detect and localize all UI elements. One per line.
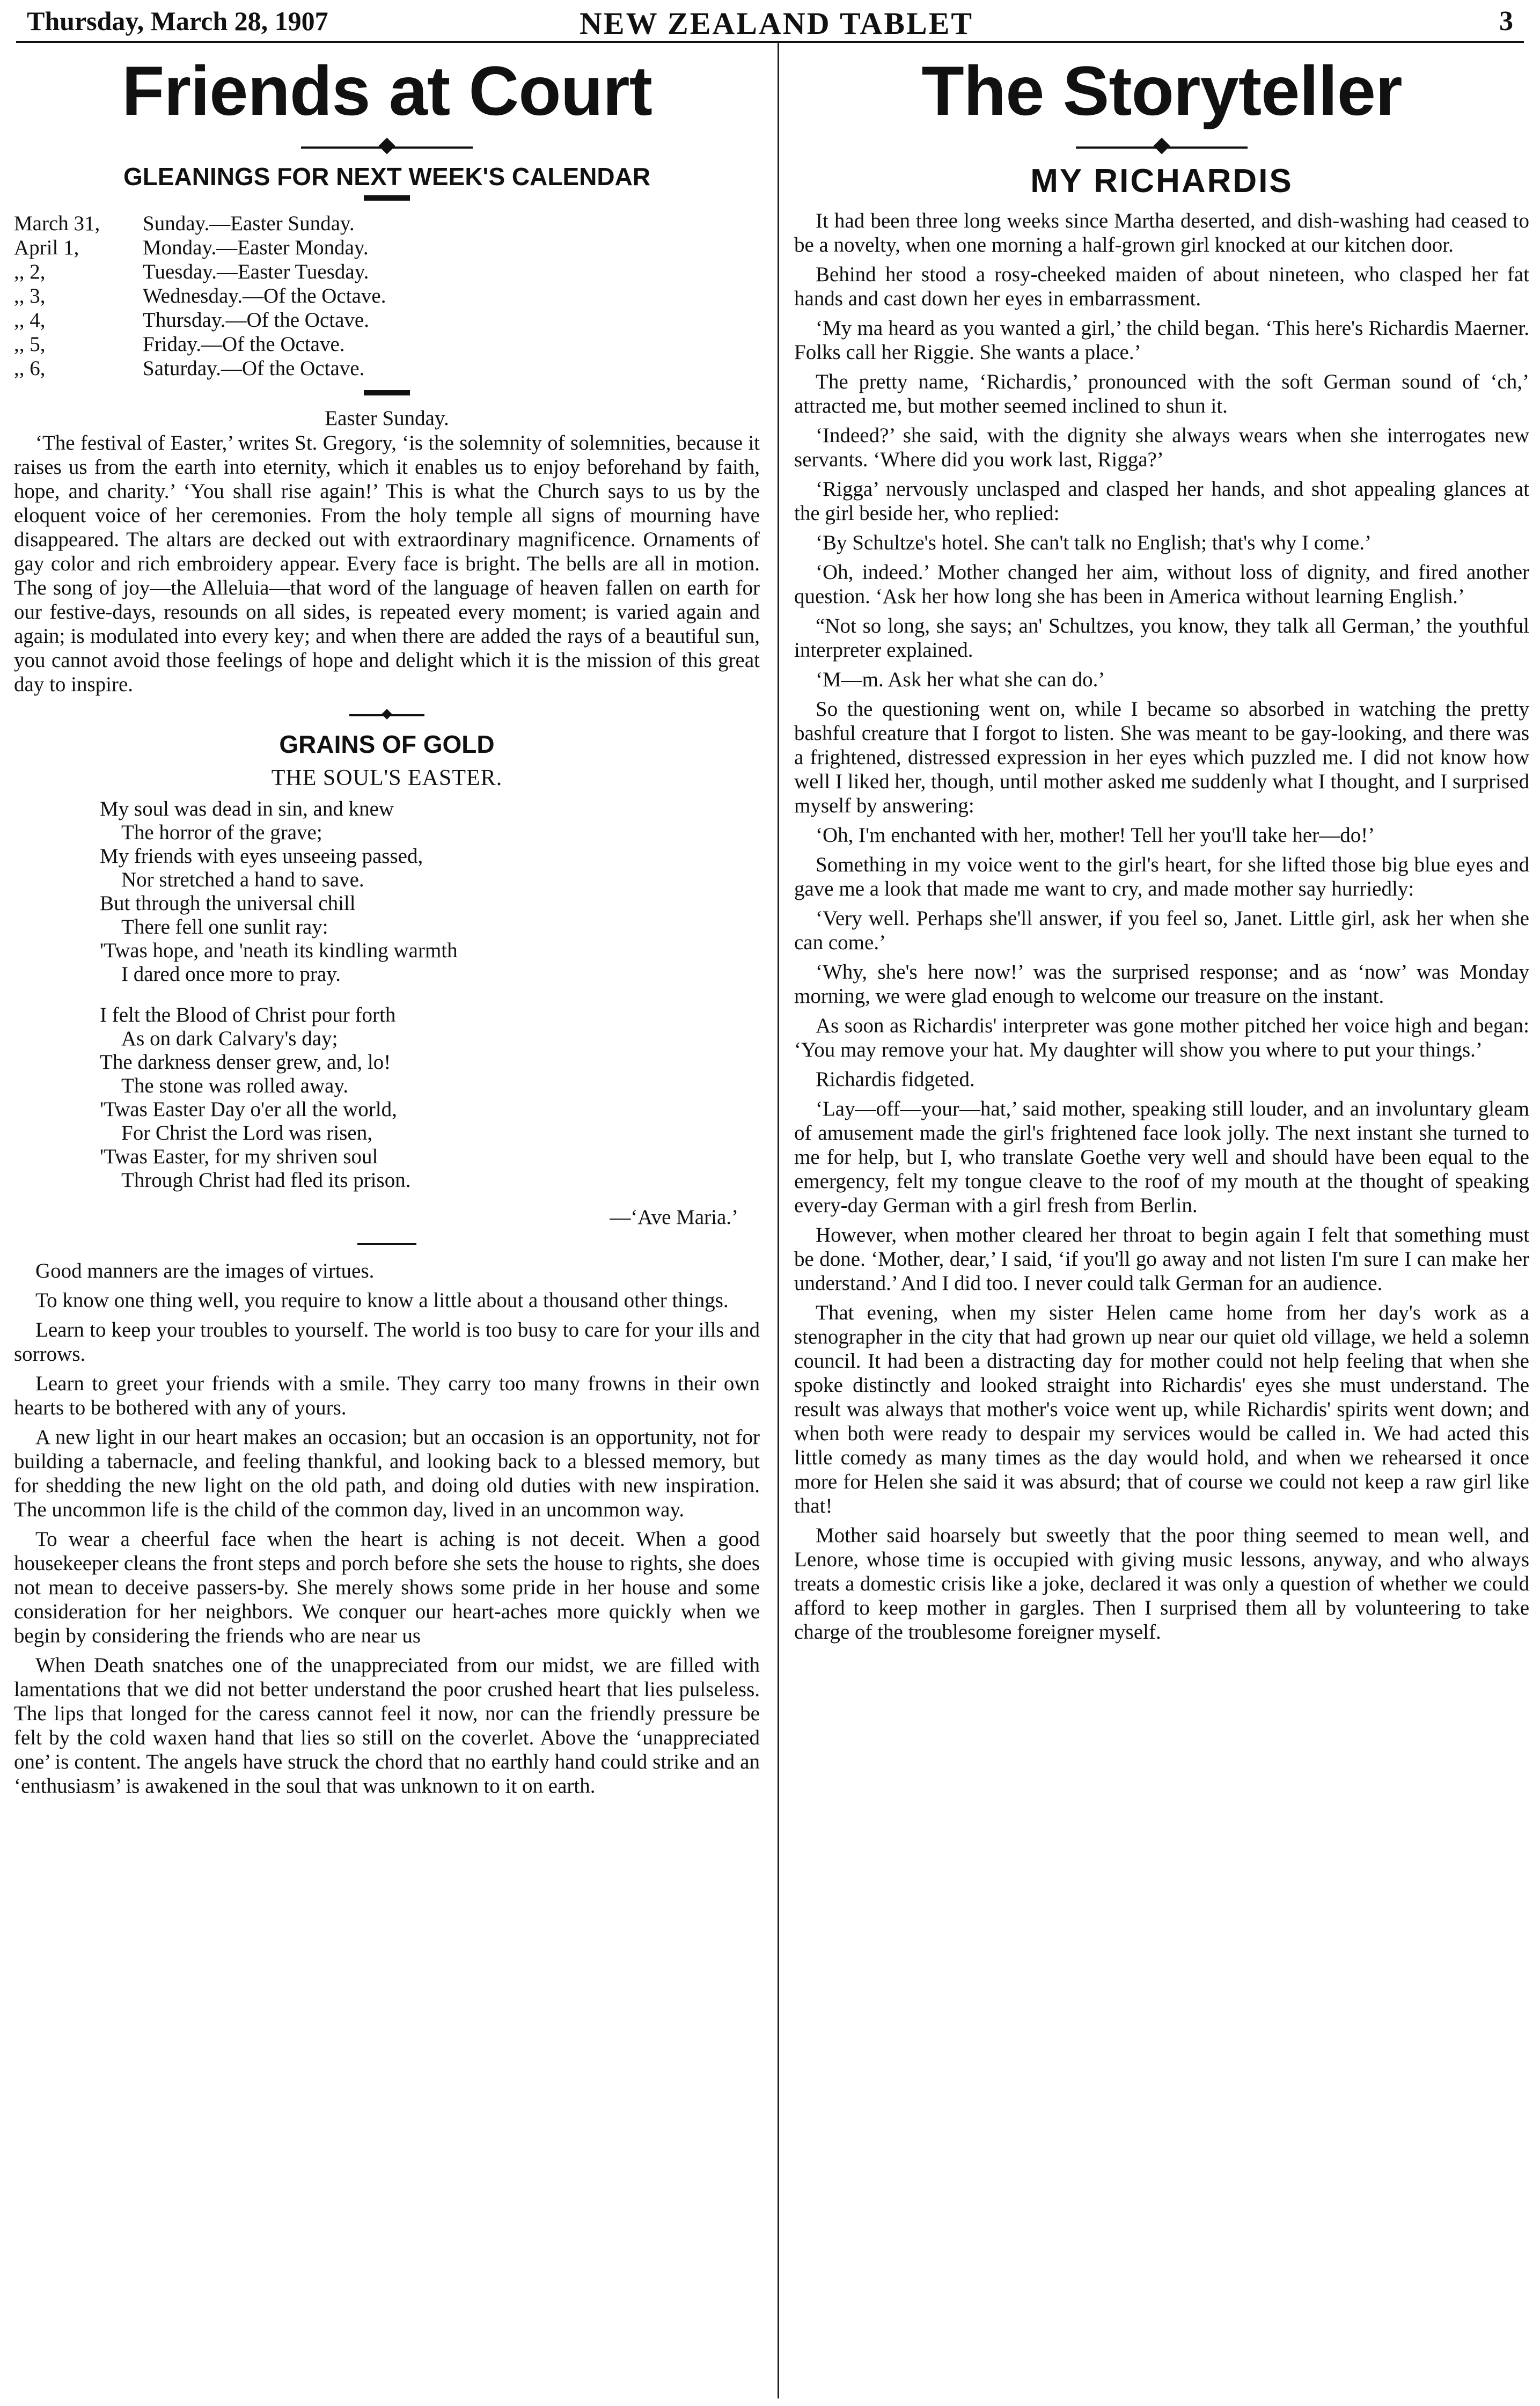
poem-line: Through Christ had fled its prison. — [121, 1169, 411, 1192]
grain-paragraph: To wear a cheerful face when the heart is aching is not deceit. When a good housekeeper cleans the front steps and porch before she sets the house to rights, she does not mean to deceive passers-by. She merely shows some pride in her house and some consideration for her neighbors. We conquer our heart-aches more quickly when we begin by considering the friends who are near us — [14, 1528, 760, 1647]
poem-line: 'Twas Easter, for my shriven soul — [100, 1145, 378, 1168]
short-rule — [364, 390, 410, 395]
publication-title: NEW ZEALAND TABLET — [580, 6, 974, 41]
gleanings-heading: GLEANINGS FOR NEXT WEEK'S CALENDAR — [123, 163, 651, 190]
column-divider — [778, 43, 779, 2398]
story-paragraph: However, when mother cleared her throat to begin again I felt that something must be done. ‘Mother, dear,’ I said, ‘if you'll go away and not listen I'm sure I can make her understand.’ And I did too. I never could talk German for an audience. — [794, 1223, 1529, 1295]
calendar-list — [14, 211, 760, 380]
poem-line: For Christ the Lord was risen, — [121, 1121, 372, 1145]
calendar-entry: Wednesday.—Of the Octave. — [143, 284, 386, 307]
poem-line: The darkness denser grew, and, lo! — [100, 1051, 391, 1074]
story-paragraph: ‘Rigga’ nervously unclasped and clasped her hands, and shot appealing glances at the girl beside her, who replied: — [794, 478, 1529, 525]
poem-line: I felt the Blood of Christ pour forth — [100, 1003, 396, 1026]
poem-title: THE SOUL'S EASTER. — [271, 766, 503, 790]
ornament-rule — [301, 138, 473, 157]
grain-paragraph: Learn to keep your troubles to yourself. The world is too busy to care for your ills and sorrows. — [14, 1318, 760, 1366]
left-column — [14, 45, 760, 1803]
calendar-date: ,, 2, — [14, 260, 46, 283]
page-header — [27, 5, 1513, 41]
poem-line: 'Twas hope, and 'neath its kindling warmth — [100, 939, 458, 962]
poem-line: As on dark Calvary's day; — [121, 1027, 338, 1050]
story-paragraph: ‘Very well. Perhaps she'll answer, if you feel so, Janet. Little girl, ask her when she can come.’ — [794, 907, 1529, 954]
story-paragraph: ‘Indeed?’ she said, with the dignity she always wears when she interrogates new servants. ‘Where did you work last, Rigga?’ — [794, 424, 1529, 471]
section-title-storyteller: The Storyteller — [921, 52, 1402, 130]
calendar-row — [14, 236, 760, 260]
grain-paragraph: Learn to greet your friends with a smile. They carry too many frowns in their own hearts to be bothered with any of yours. — [14, 1372, 760, 1419]
ornament-rule — [349, 706, 424, 724]
poem-line: There fell one sunlit ray: — [121, 915, 328, 938]
ornament-rule — [1076, 138, 1248, 157]
grain-paragraph: To know one thing well, you require to know a little about a thousand other things. — [35, 1289, 729, 1312]
calendar-row — [14, 284, 760, 308]
poem-line: The horror of the grave; — [121, 821, 322, 844]
poem-stanza — [100, 797, 760, 986]
story-paragraph: As soon as Richardis' interpreter was gone mother pitched her voice high and began: ‘You may remove your hat. My daughter will show you where to put your things.’ — [794, 1014, 1529, 1061]
calendar-row — [14, 332, 760, 356]
story-paragraph: Mother said hoarsely but sweetly that the poor thing seemed to mean well, and Lenore, whose time is occupied with giving music lessons, anyway, and who always treats a domestic crisis like a joke, declared it was only a question of whether we could afford to keep mother in gargles. Then I surprised them all by volunteering to take charge of the troublesome foreigner myself. — [794, 1524, 1529, 1644]
poem-source: —‘Ave Maria.’ — [610, 1206, 738, 1229]
issue-date: Thursday, March 28, 1907 — [27, 6, 328, 36]
story-text — [794, 209, 1529, 1644]
poem-line: 'Twas Easter Day o'er all the world, — [100, 1098, 397, 1121]
poem-line: Nor stretched a hand to save. — [121, 868, 364, 891]
story-paragraph: ‘Oh, indeed.’ Mother changed her aim, without loss of dignity, and fired another question. ‘Ask her how long she has been in America without learning English.’ — [794, 561, 1529, 608]
story-paragraph: Something in my voice went to the girl's heart, for she lifted those big blue eyes and gave me a look that made me want to cry, and made mother say hurriedly: — [794, 853, 1529, 900]
calendar-row — [14, 260, 760, 284]
calendar-entry: Saturday.—Of the Octave. — [143, 357, 365, 380]
story-paragraph: Richardis fidgeted. — [816, 1068, 975, 1091]
calendar-entry: Monday.—Easter Monday. — [143, 236, 369, 259]
story-paragraph: “Not so long, she says; an' Schultzes, you know, they talk all German,’ the youthful interpreter explained. — [794, 614, 1529, 662]
calendar-date: ,, 5, — [14, 333, 46, 356]
calendar-entry: Friday.—Of the Octave. — [143, 333, 345, 356]
story-paragraph: ‘Oh, I'm enchanted with her, mother! Tell her you'll take her—do!’ — [816, 824, 1375, 847]
calendar-entry: Sunday.—Easter Sunday. — [143, 212, 355, 235]
story-paragraph: ‘Why, she's here now!’ was the surprised response; and as ‘now’ was Monday morning, we were glad enough to welcome our treasure on the instant. — [794, 960, 1529, 1008]
calendar-date: ,, 6, — [14, 357, 46, 380]
grains-of-gold-heading: GRAINS OF GOLD — [279, 730, 495, 758]
poem-line: My friends with eyes unseeing passed, — [100, 845, 423, 868]
poem-line: But through the universal chill — [100, 892, 356, 915]
poem-line: I dared once more to pray. — [121, 963, 341, 986]
story-paragraph: ‘By Schultze's hotel. She can't talk no English; that's why I come.’ — [816, 531, 1372, 554]
right-column — [794, 45, 1529, 1649]
calendar-date: ,, 3, — [14, 284, 46, 307]
easter-article — [14, 431, 760, 696]
calendar-row — [14, 308, 760, 332]
header-rule — [16, 41, 1524, 43]
story-paragraph: So the questioning went on, while I became so absorbed in watching the pretty bashful creature that I forgot to listen. She was meant to be gay-looking, and there was a frightened, distressed expression in her eyes which puzzled me. I did not know how well I liked her, though, until mother asked me suddenly what I thought, and I surprised myself by answering: — [794, 698, 1529, 817]
short-rule — [364, 195, 410, 201]
story-paragraph: It had been three long weeks since Martha deserted, and dish-washing had ceased to be a novelty, when one morning a half-grown girl knocked at our kitchen door. — [794, 209, 1529, 256]
poem-line: The stone was rolled away. — [121, 1074, 349, 1097]
story-paragraph: ‘Lay—off—your—hat,’ said mother, speaking still louder, and an involuntary gleam of amusement made the girl's frightened face look jolly. The next instant she turned to me for help, but I, who translate Goethe very well and should have been equal to the emergency, felt my tongue cleave to the roof of my mouth at the thought of speaking every-day German with a girl fresh from Berlin. — [794, 1097, 1529, 1217]
easter-paragraph: ‘The festival of Easter,’ writes St. Gregory, ‘is the solemnity of solemnities, because it raises us from the earth into eternity, which it enables us to enjoy beforehand by faith, hope, and charity.’ ‘You shall rise again!’ This is what the Church says to us by the eloquent voice of her ceremonies. From the holy temple all signs of mourning have disappeared. The altars are decked out with extraordinary magnificence. Ornaments of gay color and rich embroidery appear. Every face is bright. The bells are all in motion. The song of joy—the Alleluia—that word of the language of heaven fallen on earth for our festive-days, resounds on all sides, is repeated every moment; is varied again and again; is modulated into every key; and when there are added the rays of a beautiful sun, you cannot avoid those feelings of hope and delight which it is the mission of this great day to inspire. — [14, 431, 760, 696]
story-title: MY RICHARDIS — [1030, 163, 1293, 200]
grain-paragraph: Good manners are the images of virtues. — [35, 1259, 375, 1282]
calendar-row — [14, 356, 760, 380]
story-paragraph: That evening, when my sister Helen came home from her day's work as a stenographer in the city that had grown up near our quiet old village, we held a solemn council. It had been a distracting day for mother could not help feeling that when she spoke distinctly and looked straight into Richardis' eyes she must understand. The result was always that mother's voice went up, while Richardis' spirits went down; and when both were ready to despair my services would be called in. We had acted this little comedy as many times as the day would hold, and when we rehearsed it once more for Helen she said it was absurd; that of course we could not keep a raw girl like that! — [794, 1301, 1529, 1517]
calendar-entry: Thursday.—Of the Octave. — [143, 309, 369, 332]
page-number: 3 — [1499, 6, 1513, 36]
grains-paragraphs — [14, 1259, 760, 1798]
story-paragraph: Behind her stood a rosy-cheeked maiden of about nineteen, who clasped her fat hands and cast down her eyes in embarrassment. — [794, 263, 1529, 310]
poem — [14, 797, 760, 1192]
story-paragraph: ‘My ma heard as you wanted a girl,’ the child began. ‘This here's Richardis Maerner. Folks call her Riggie. She wants a place.’ — [794, 317, 1529, 364]
easter-subhead: Easter Sunday. — [325, 407, 449, 430]
calendar-date: April 1, — [14, 236, 79, 259]
story-paragraph: The pretty name, ‘Richardis,’ pronounced with the soft German sound of ‘ch,’ attracted me, but mother seemed inclined to shun it. — [794, 370, 1529, 417]
calendar-row — [14, 211, 760, 236]
story-paragraph: ‘M—m. Ask her what she can do.’ — [816, 668, 1105, 691]
section-title-friends-at-court: Friends at Court — [122, 52, 652, 130]
calendar-date: ,, 4, — [14, 309, 46, 332]
calendar-date: March 31, — [14, 212, 100, 235]
calendar-entry: Tuesday.—Easter Tuesday. — [143, 260, 369, 283]
poem-line: My soul was dead in sin, and knew — [100, 797, 394, 820]
grain-paragraph: When Death snatches one of the unappreciated from our midst, we are filled with lamentations that we did not better understand the poor crushed heart that lies pulseless. The lips that longed for the caress cannot feel it now, nor can the friendly pressure be felt by the cold waxen hand that lies so still on the coverlet. Above the ‘unappreciated one’ is content. The angels have struck the chord that no earthly hand could strike and an ‘enthusiasm’ is awakened in the soul that was unknown to it on earth. — [14, 1654, 760, 1798]
grain-paragraph: A new light in our heart makes an occasion; but an occasion is an opportunity, not for building a tabernacle, and feeling thankful, and looking back to a blessed memory, but for shedding the new light on the old path, and doing old duties with new inspiration. The uncommon life is the child of the common day, lived in an uncommon way. — [14, 1426, 760, 1521]
small-rule — [357, 1243, 416, 1245]
poem-stanza — [100, 1003, 760, 1192]
